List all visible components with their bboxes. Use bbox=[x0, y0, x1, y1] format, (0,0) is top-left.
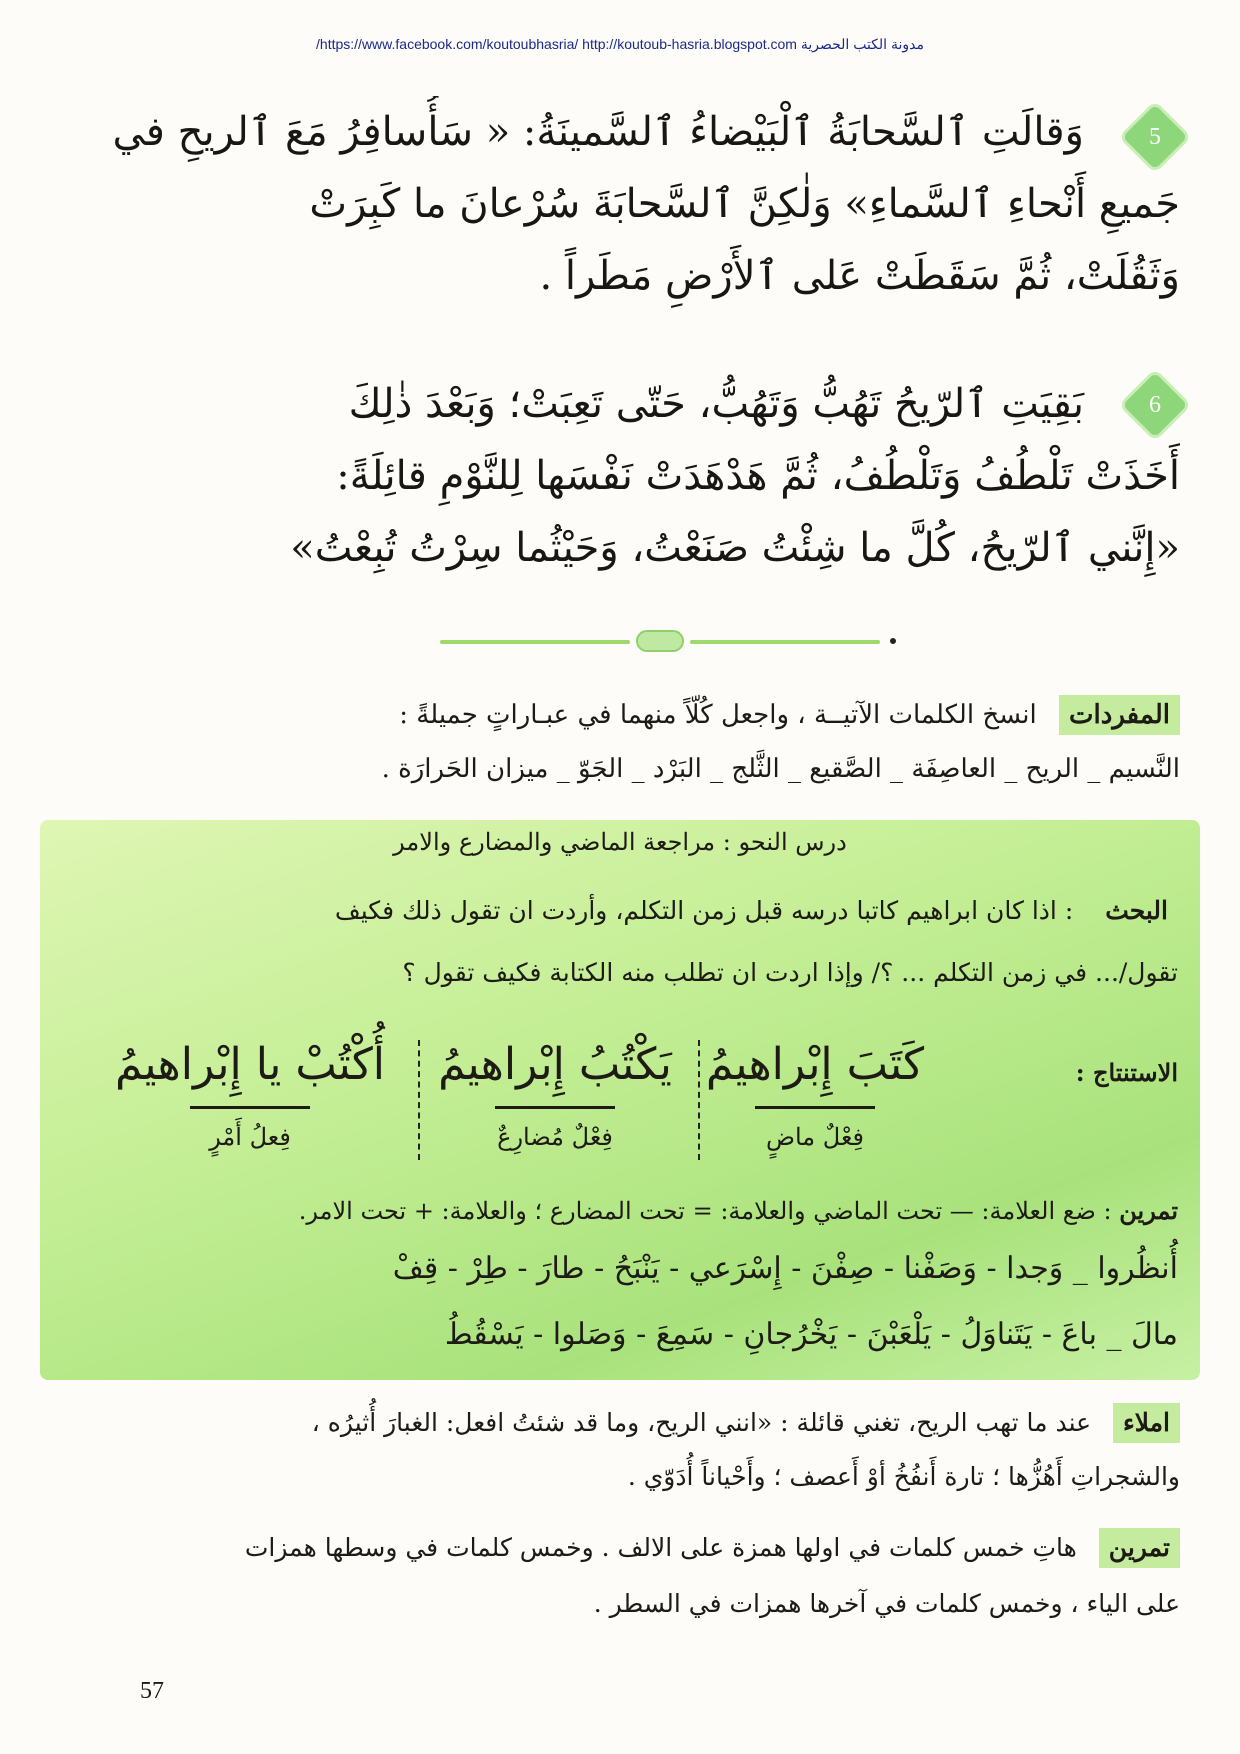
column-divider bbox=[418, 1040, 420, 1160]
dictation-label: املاء bbox=[1113, 1403, 1180, 1443]
underline bbox=[190, 1106, 310, 1109]
exercise-instruction: : ضع العلامة: — تحت الماضي والعلامة: = تحت المضارع ؛ والعلامة: + تحت الامر. bbox=[298, 1197, 1112, 1225]
ornament-bar bbox=[440, 640, 630, 644]
story-paragraph-5 bbox=[60, 96, 1180, 312]
grammar-exercise bbox=[68, 1186, 1178, 1368]
paragraph-number: 5 bbox=[1149, 123, 1161, 150]
ornament-bar bbox=[690, 640, 880, 644]
story-paragraph-6 bbox=[60, 368, 1180, 584]
section-divider-ornament bbox=[440, 630, 880, 652]
present-verb: يَكْتُبُ إِبْراهيمُ bbox=[438, 1039, 672, 1090]
story-line: أَخَذَتْ تَلْطُفُ وَتَلْطُفُ، ثُمَّ هَدْهَدَتْ نَفْسَها لِلنَّوْمِ قائِلَةً: bbox=[336, 453, 1180, 499]
story-line: بَقِيَتِ ٱلرّيحُ تَهُبُّ وَتَهُبُّ، حَتّى تَعِبَتْ؛ وَبَعْدَ ذٰلِكَ bbox=[348, 381, 1084, 427]
exercise-label: تمرين bbox=[1119, 1196, 1178, 1225]
vocabulary-section bbox=[60, 688, 1180, 796]
vocabulary-words: النَّسيم _ الريح _ العاصِفَة _ الصَّقيع _ الثَّلج _ البَرْد _ الجَوّ _ ميزان الحَرارَة . bbox=[381, 754, 1180, 784]
grammar-question bbox=[68, 880, 1178, 1004]
past-verb-example bbox=[690, 1030, 940, 1151]
grammar-lesson-title: درس النحو : مراجعة الماضي والمضارع والامر bbox=[393, 828, 847, 856]
imperative-verb-example bbox=[100, 1030, 400, 1151]
vocabulary-label: المفردات bbox=[1059, 695, 1180, 735]
ornament-dot bbox=[890, 638, 896, 644]
exercise2-line: على الياء ، وخمس كلمات في آخرها همزات في السطر . bbox=[593, 1589, 1180, 1618]
exercise-words: مالَ _ باعَ - يَتَناوَلُ - يَلْعَبْنَ - يَخْرُجانِ - سَمِعَ - وَصَلوا - يَسْقُطُ bbox=[444, 1317, 1178, 1352]
present-verb-kind: فِعْلٌ مُضارِعٌ bbox=[497, 1123, 613, 1151]
imperative-verb: أُكْتُبْ يا إِبْراهيمُ bbox=[114, 1039, 385, 1090]
underline bbox=[755, 1106, 875, 1109]
conclusion-label: الاستنتاج : bbox=[1075, 1058, 1178, 1087]
ornament-knot-icon bbox=[636, 630, 684, 652]
question-line: : اذا كان ابراهيم كاتبا درسه قبل زمن التكلم، وأردت ان تقول ذلك فكيف bbox=[334, 896, 1074, 925]
story-line: وَقالَتِ ٱلسَّحابَةُ ٱلْبَيْضاءُ ٱلسَّمينَةُ: « سَأُسافِرُ مَعَ ٱلريحِ في bbox=[112, 109, 1084, 155]
spelling-exercise bbox=[60, 1520, 1180, 1632]
dictation-line: عند ما تهب الريح، تغني قائلة : «انني الريح، وما قد شئتُ افعل: الغبارَ أُثيرُه ، bbox=[311, 1408, 1092, 1437]
column-divider bbox=[698, 1040, 700, 1160]
vocabulary-instruction: انسخ الكلمات الآتيــة ، واجعل كُلّاً منهما في عبـاراتٍ جميلةً : bbox=[399, 700, 1037, 730]
source-url-line: /https://www.facebook.com/koutoubhasria/ http://koutoub-hasria.blogspot.com مدونة الكتب الحصرية bbox=[316, 36, 924, 52]
present-verb-example bbox=[430, 1030, 680, 1151]
paragraph-number: 6 bbox=[1149, 391, 1161, 418]
underline bbox=[495, 1106, 615, 1109]
story-line: وَثَقُلَتْ، ثُمَّ سَقَطَتْ عَلى ٱلأَرْضِ مَطَراً . bbox=[539, 253, 1180, 299]
exercise-words: أُنظُروا _ وَجدا - وَصَفْنا - صِفْنَ - إِسْرَعي - يَنْبَحُ - طارَ - طِرْ - قِفْ bbox=[392, 1251, 1178, 1286]
dictation-line: والشجراتِ أَهُزُّها ؛ تارة أَنفُخُ أوْ أَعصف ؛ وأَحْياناً أُدَوّي . bbox=[627, 1462, 1180, 1491]
question-line: تقول/... في زمن التكلم ... ؟/ وإذا اردت ان تطلب منه الكتابة فكيف تقول ؟ bbox=[402, 958, 1178, 987]
imperative-verb-kind: فِعلُ أَمْرٍ bbox=[209, 1123, 291, 1151]
search-label: البحث bbox=[1105, 896, 1168, 925]
story-line: «إِنَّني ٱلرّيحُ، كُلَّ ما شِئْتُ صَنَعْتُ، وَحَيْثُما سِرْتُ تُبِعْتُ» bbox=[290, 525, 1180, 571]
past-verb-kind: فِعْلٌ ماضٍ bbox=[765, 1123, 865, 1151]
exercise2-label: تمرين bbox=[1099, 1528, 1180, 1568]
page-number: 57 bbox=[140, 1678, 164, 1704]
story-line: جَميعِ أَنْحاءِ ٱلسَّماءِ» وَلٰكِنَّ ٱلسَّحابَةَ سُرْعانَ ما كَبِرَتْ bbox=[309, 181, 1180, 227]
exercise2-line: هاتِ خمس كلمات في اولها همزة على الالف . وخمس كلمات في وسطها همزات bbox=[244, 1533, 1077, 1562]
dictation-section bbox=[60, 1396, 1180, 1504]
past-verb: كَتَبَ إِبْراهيمُ bbox=[705, 1039, 925, 1090]
